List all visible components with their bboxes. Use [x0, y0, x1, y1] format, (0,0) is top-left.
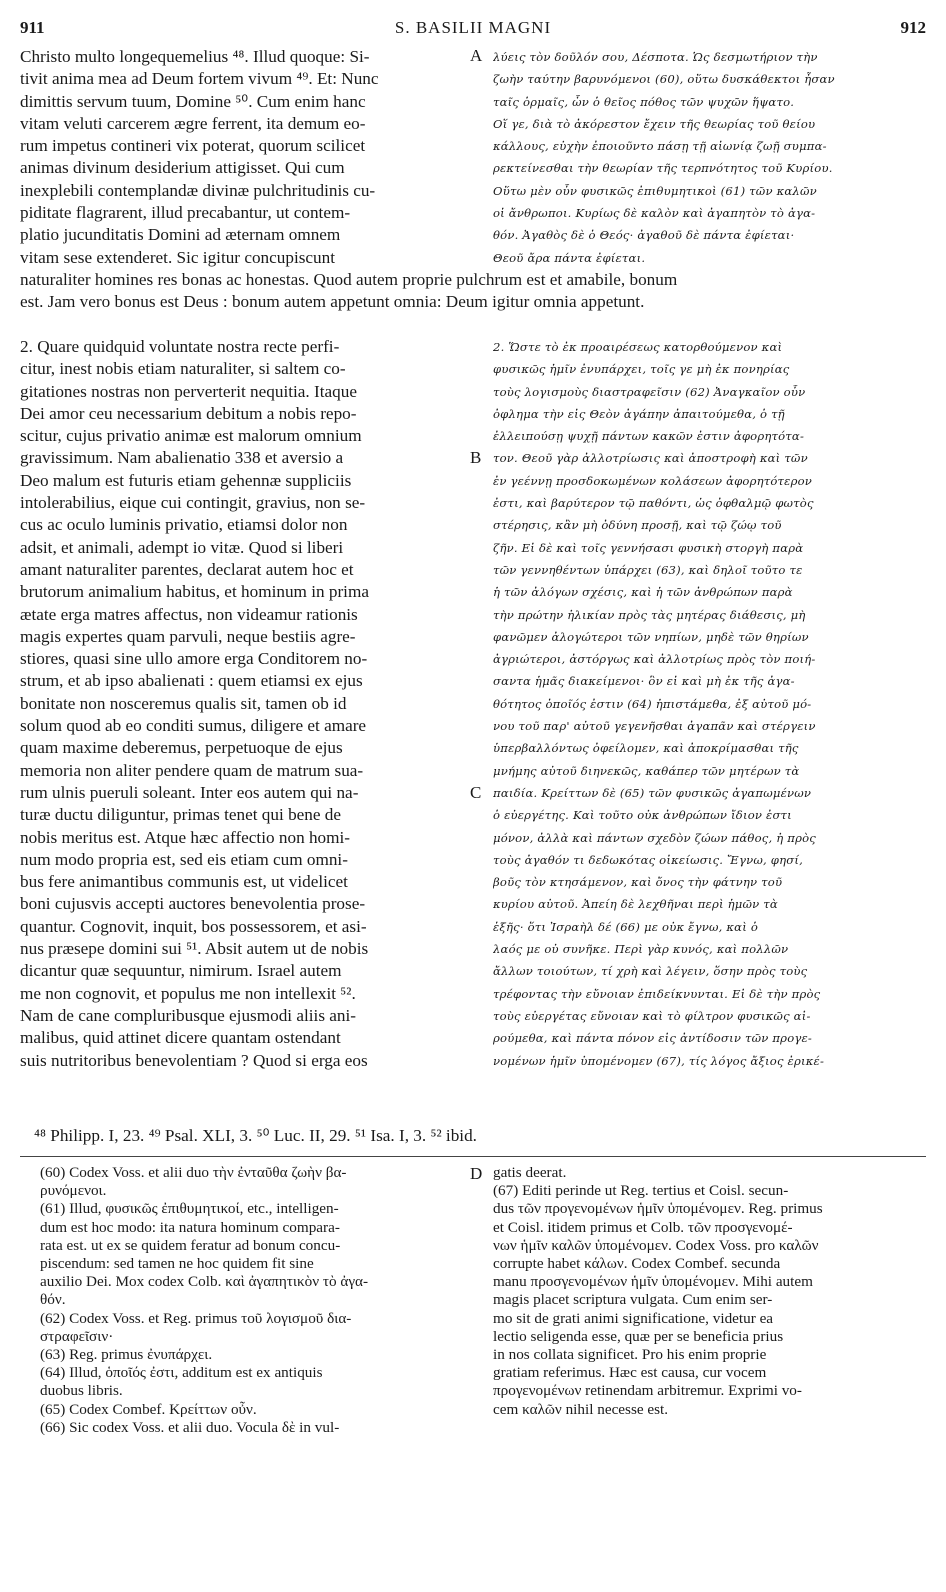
latin-line: adsit, et animali, adempt io vitæ. Quod si liberi [20, 537, 344, 557]
greek-line: κυρίου αὐτοῦ. Ἀπείη δὲ λεχθῆναι περὶ ἡμῶν τὰ [493, 897, 778, 912]
note-line: piscendum: sed tamen ne hoc quidem fit sine [40, 1255, 314, 1273]
greek-line: 2. Ὥστε τὸ ἐκ προαιρέσεως κατορθούμενον καὶ [493, 340, 783, 354]
note-line: (64) Illud, ὁποῖός ἐστι, additum est ex antiquis [40, 1364, 323, 1382]
greek-line: ὑπερβαλλόντως ὀφείλομεν, καὶ ἀποκρίμασθαι τῆς [493, 741, 799, 756]
note-line: corrupte habet κάλων. Codex Combef. secunda [493, 1255, 781, 1273]
note-line: (63) Reg. primus ἐνυπάρχει. [40, 1346, 213, 1364]
note-line: in nos collata significet. Pro his enim proprie [493, 1346, 767, 1364]
margin-letter-b: B [470, 448, 482, 467]
page-number-right: 912 [900, 18, 926, 37]
latin-line: scitur, cujus privatio animæ est malorum omnium [20, 426, 362, 446]
greek-line: βοῦς τὸν κτησάμενον, καὶ ὄνος τὴν φάτνην τοῦ [493, 875, 783, 890]
note-line: auxilio Dei. Mox codex Colb. καὶ ἀγαπητικὸν τὸ ἀγα- [40, 1273, 369, 1291]
note-line: dus τῶν προγενομένων ἡμῖν ὑπομένομεν. Reg. primus [493, 1200, 823, 1218]
full-width-text [20, 269, 926, 314]
greek-line: ζωὴν ταύτην βαρυνόμενοι (60), οὕτω δυσκάθεκτοι ἦσαν [493, 72, 835, 87]
greek-line: φανῶμεν ἀλογώτεροι τῶν νηπίων, μηδὲ τῶν θηρίων [493, 629, 809, 644]
note-line: (66) Sic codex Voss. et alii duo. Vocula δὲ in vul- [40, 1418, 340, 1436]
scripture-refs-line: ⁴⁸ Philipp. I, 23. ⁴⁹ Psal. XLI, 3. ⁵⁰ Luc. II, 29. ⁵¹ Isa. I, 3. ⁵² ibid. [34, 1126, 477, 1145]
note-line: et Coisl. itidem primus et Colb. τῶν προσγενομέ- [493, 1218, 793, 1236]
greek-line: ζῆν. Εἰ δὲ καὶ τοῖς γεννήσασι φυσικὴ στοργὴ παρὰ [493, 540, 804, 555]
latin-line: quam maxime deberemus, perpetuoque de ejus [20, 738, 343, 758]
latin-line: suis nutritoribus benevolentiam ? Quod si erga eos [20, 1050, 368, 1070]
note-line: manu προσγενομένων ἡμῖν ὑπομένομεν. Mihi autem [493, 1273, 813, 1291]
latin-line: solum quod ab eo conditi sumus, diligere et amare [20, 716, 367, 736]
latin-column-top [20, 46, 464, 269]
running-title: S. BASILII MAGNI [394, 18, 552, 37]
note-line: (65) Codex Combef. Κρείττων οὖν. [40, 1400, 257, 1418]
greek-line: ταῖς ὁρμαῖς, ὧν ὁ θεῖος πόθος τῶν ψυχῶν ἥψατο. [493, 94, 795, 109]
latin-line: stiores, quasi sine ullo amore erga Conditorem no- [20, 649, 368, 669]
latin-line: num modo propria est, sed eis etiam cum omni- [20, 849, 348, 869]
greek-line: τον. Θεοῦ γὰρ ἀλλοτρίωσις καὶ ἀποστροφὴ καὶ τῶν [493, 451, 808, 466]
greek-line: τοὺς εὐεργέτας εὔνοιαν καὶ τὸ φίλτρον φυσικῶς αἱ- [493, 1008, 811, 1023]
note-line: rata est. ut ex se quidem feratur ad bonum concu- [40, 1236, 341, 1254]
latin-line: boni cujusvis accepti auctores benevolentia prose- [20, 894, 366, 914]
latin-line: gitationes nostras non perverterit nequitia. Itaque [20, 381, 357, 401]
greek-line: ἑξῆς· ὅτι Ἰσραὴλ δέ (66) με οὐκ ἔγνω, καὶ ὁ [493, 919, 759, 934]
greek-line: ἡ τῶν ἀλόγων σχέσις, καὶ ἡ τῶν ἀνθρώπων παρὰ [493, 585, 793, 600]
latin-line: 2. Quare quidquid voluntate nostra recte perfi- [20, 337, 340, 356]
greek-line: θόν. Ἀγαθὸς δὲ ὁ Θεός· ἀγαθοῦ δὲ πάντα ἐφίεται· [493, 228, 795, 243]
note-line: gatis deerat. [493, 1164, 567, 1181]
note-line: gratiam referimus. Hæc est causa, cur vocem [493, 1364, 767, 1382]
greek-line: στέρησις, κἂν μὴ ὀδύνη προσῇ, καὶ τῷ ζώῳ τοῦ [493, 518, 782, 533]
scripture-references [34, 1125, 926, 1147]
greek-column-top [493, 46, 926, 269]
greek-line: ρεκτείνεσθαι τὴν θεωρίαν τῆς τερπνότητος τοῦ Κυρίου. [493, 161, 833, 176]
latin-line: nobis meritus est. Atque hæc affectio non homi- [20, 827, 351, 847]
full-width-line: est. Jam vero bonus est Deus : bonum autem appetunt omnia: Deum igitur omnia appetunt. [20, 292, 645, 312]
greek-line: νου τοῦ παρ' αὐτοῦ γεγενῆσθαι ἀγαπᾶν καὶ στέργειν [493, 719, 816, 734]
greek-line: λύεις τὸν δοῦλόν σου, Δέσποτα. Ὡς δεσμωτήριον τὴν [493, 50, 818, 64]
latin-line: nus præsepe domini sui ⁵¹. Absit autem ut de nobis [20, 939, 369, 959]
latin-line: bonitate non nosceremus qualis sit, tamen ob id [20, 693, 347, 713]
latin-column-main [20, 336, 464, 1072]
latin-line: magis expertes quam parvuli, neque bestiis agre- [20, 626, 356, 646]
note-line: (62) Codex Voss. et Reg. primus τοῦ λογισμοῦ δια- [40, 1309, 352, 1327]
greek-line: σαντα ἡμᾶς διακείμενοι· ὃν εἰ καὶ μὴ ἐκ τῆς ἀγα- [493, 674, 795, 689]
latin-line: bus fere animantibus communis est, ut videlicet [20, 872, 348, 892]
latin-line: amant naturaliter parentes, declarat autem hoc et [20, 559, 354, 579]
note-line: θόν. [40, 1291, 66, 1309]
latin-line: Deo malum est futuris etiam gehennæ suppliciis [20, 470, 352, 490]
margin-letter-c: C [470, 783, 482, 802]
greek-line: ὀφλημα τὴν εἰς Θεὸν ἀγάπην ἀπαιτούμεθα, ὁ τῇ [493, 406, 785, 421]
greek-line: θότητος ὁποῖός ἐστιν (64) ἠπιστάμεθα, ἐξ αὐτοῦ μό- [493, 696, 812, 711]
greek-line: ἐν γεέννῃ προσδοκωμένων κολάσεων ἀφορητότερον [493, 473, 813, 488]
latin-line: rum ulnis pueruli soleant. Inter eos autem qui na- [20, 782, 359, 802]
note-line: dum est hoc modo: ita natura hominum compara- [40, 1218, 340, 1236]
latin-line: strum, et ab ipso abalienati : quem etiamsi ex ejus [20, 671, 363, 691]
latin-line: ætate erga matres affectus, non videamur rationis [20, 604, 358, 624]
latin-line: inexplebili contemplandæ divinæ pulchritudinis cu- [20, 180, 376, 200]
latin-line: intolerabilius, eique cui contingit, gravius, non se- [20, 493, 366, 513]
critical-notes-right [493, 1164, 926, 1419]
latin-line: turæ ductu diliguntur, primas tenet qui bene de [20, 805, 342, 825]
latin-line: piditate flagrarent, illud precabantur, ut contem- [20, 203, 351, 223]
note-line: mo sit de grati animi significatione, videtur ea [493, 1309, 774, 1327]
latin-line: Nam de cane compluribusque ejusmodi aliis ani- [20, 1005, 357, 1025]
note-line: duobus libris. [40, 1382, 123, 1400]
greek-line: τοὺς λογισμοὺς διαστραφεῖσιν (62) Ἀναγκαῖον οὖν [493, 384, 806, 399]
latin-line: brutorum animalium habitus, et hominum in prima [20, 582, 369, 602]
latin-line: vitam veluti carcerem ægre ferrent, ita demum eo- [20, 113, 366, 133]
greek-line: Οἵ γε, διὰ τὸ ἀκόρεστον ἔχειν τῆς θεωρίας τοῦ θείου [493, 116, 816, 131]
greek-line: νομένων ἡμῖν ὑπομένομεν (67), τίς λόγος ἄξιος ἐρικέ- [493, 1053, 825, 1068]
footnote-rule [20, 1156, 926, 1157]
margin-letter-a: A [470, 46, 483, 65]
note-line: magis placet scriptura vulgata. Cum enim ser- [493, 1291, 773, 1309]
note-line: προγενομένων retinendam arbitremur. Exprimi vo- [493, 1382, 802, 1400]
latin-line: tivit anima mea ad Deum fortem vivum ⁴⁹. Et: Nunc [20, 69, 379, 89]
note-line: ρυνόμενοι. [40, 1182, 107, 1200]
full-width-line: naturaliter homines res bonas ac honestas. Quod autem proprie pulchrum est et amabile, bonum [20, 270, 678, 289]
latin-line: gravissimum. Nam abalienatio 338 et aversio a [20, 448, 344, 468]
latin-line: animas divinum desiderium attigisset. Qui cum [20, 158, 345, 178]
note-line: cem καλῶν nihil necesse est. [493, 1400, 669, 1418]
greek-line: μνήμης αὐτοῦ διηνεκῶς, καθάπερ τῶν μητέρων τὰ [493, 763, 800, 778]
running-header [20, 18, 926, 44]
latin-line: Christo multo longequemelius ⁴⁸. Illud quoque: Si- [20, 47, 370, 66]
latin-line: rum impetus contineri vix poterat, quorum scilicet [20, 136, 366, 156]
greek-line: παιδία. Κρείττων δὲ (65) τῶν φυσικῶς ἀγαπωμένων [493, 785, 812, 800]
greek-line: μόνον, ἀλλὰ καὶ πάντων σχεδὸν ζώων πάθος, ἡ πρὸς [493, 830, 816, 845]
greek-line: λαός με οὐ συνῆκε. Περὶ γὰρ κυνός, καὶ πολλῶν [493, 942, 789, 957]
greek-line: ἄλλων τοιούτων, τί χρὴ καὶ λέγειν, ὅσην πρὸς τοὺς [493, 964, 808, 979]
latin-line: malibus, quid attinet dicere quantam ostendant [20, 1028, 341, 1048]
note-line: νων ἡμῖν καλῶν ὑπομένομεν. Codex Voss. pro καλῶν [493, 1236, 819, 1254]
note-line: (61) Illud, φυσικῶς ἐπιθυμητικοί, etc., intelligen- [40, 1200, 339, 1218]
greek-line: ἀγριώτεροι, ἀστόργως καὶ ἀλλοτρίως πρὸς τὸν ποιή- [493, 652, 816, 667]
greek-line: τρέφοντας τὴν εὔνοιαν ἐπιδείκνυνται. Εἰ δὲ τὴν πρὸς [493, 986, 821, 1001]
greek-line: οἱ ἄνθρωποι. Κυρίως δὲ καλὸν καὶ ἀγαπητὸν τὸ ἀγα- [493, 206, 816, 221]
latin-line: citur, inest nobis etiam naturaliter, si saltem co- [20, 359, 346, 379]
greek-column-main [493, 336, 926, 1072]
critical-notes-left [40, 1164, 464, 1437]
margin-letter-d: D [470, 1164, 483, 1183]
latin-line: dicantur quæ sequuntur, nimirum. Israel autem [20, 961, 342, 981]
greek-line: κάλλους, εὐχὴν ἐποιοῦντο πάσῃ τῇ αἰωνίᾳ ζωῇ συμπα- [493, 139, 827, 154]
note-line: (67) Editi perinde ut Reg. tertius et Coisl. secun- [493, 1182, 789, 1200]
greek-line: φυσικῶς ἡμῖν ἐνυπάρχει, τοῖς γε μὴ ἐκ πονηρίας [493, 362, 790, 377]
greek-line: τῶν γεννηθέντων ὑπάρχει (63), καὶ δηλοῖ τοῦτο τε [493, 562, 803, 577]
greek-line: τὴν πρώτην ἡλικίαν πρὸς τὰς μητέρας διάθεσις, μὴ [493, 607, 806, 622]
latin-line: dimittis servum tuum, Domine ⁵⁰. Cum enim hanc [20, 91, 366, 111]
greek-line: ὁ εὐεργέτης. Καὶ τοῦτο οὐκ ἀνθρώπων ἴδιον ἐστι [493, 808, 792, 823]
note-line: στραφεῖσιν· [40, 1327, 114, 1345]
greek-line: ἐλλειπούσῃ ψυχῇ πάντων κακῶν ἐστιν ἀφορητότα- [493, 429, 805, 444]
latin-line: quantur. Cognovit, inquit, bos possessorem, et asi- [20, 916, 367, 936]
greek-line: Οὕτω μὲν οὖν φυσικῶς ἐπιθυμητικοὶ (61) τῶν καλῶν [493, 183, 817, 198]
latin-line: memoria non aliter pendere quam de matrum sua- [20, 760, 364, 780]
latin-line: platio jucunditatis Domini ad æternam omnem [20, 225, 341, 245]
greek-line: τοὺς ἀγαθόν τι δεδωκότας οἰκείωσις. Ἔγνω, φησί, [493, 852, 803, 867]
latin-line: cus ac oculo luminis privatio, etiamsi dolor non [20, 515, 348, 535]
latin-line: me non cognovit, et populus me non intellexit ⁵². [20, 983, 356, 1003]
greek-line: ρούμεθα, καὶ πάντα πόνον εἰς ἀντίδοσιν τῶν προγε- [493, 1031, 813, 1046]
latin-line: Dei amor ceu necessarium debitum a nobis repo- [20, 403, 357, 423]
note-line: (60) Codex Voss. et alii duo τὴν ἐνταῦθα ζωὴν βα- [40, 1164, 347, 1181]
page-number-left: 911 [20, 18, 45, 37]
greek-line: ἐστι, καὶ βαρύτερον τῷ παθόντι, ὡς ὀφθαλμῷ φωτὸς [493, 496, 814, 511]
note-line: lectio seligenda esse, quæ per se beneficia prius [493, 1327, 784, 1345]
latin-line: vitam sese extenderet. Sic igitur concupiscunt [20, 247, 336, 267]
greek-line: Θεοῦ ἄρα πάντα ἐφίεται. [493, 250, 646, 265]
